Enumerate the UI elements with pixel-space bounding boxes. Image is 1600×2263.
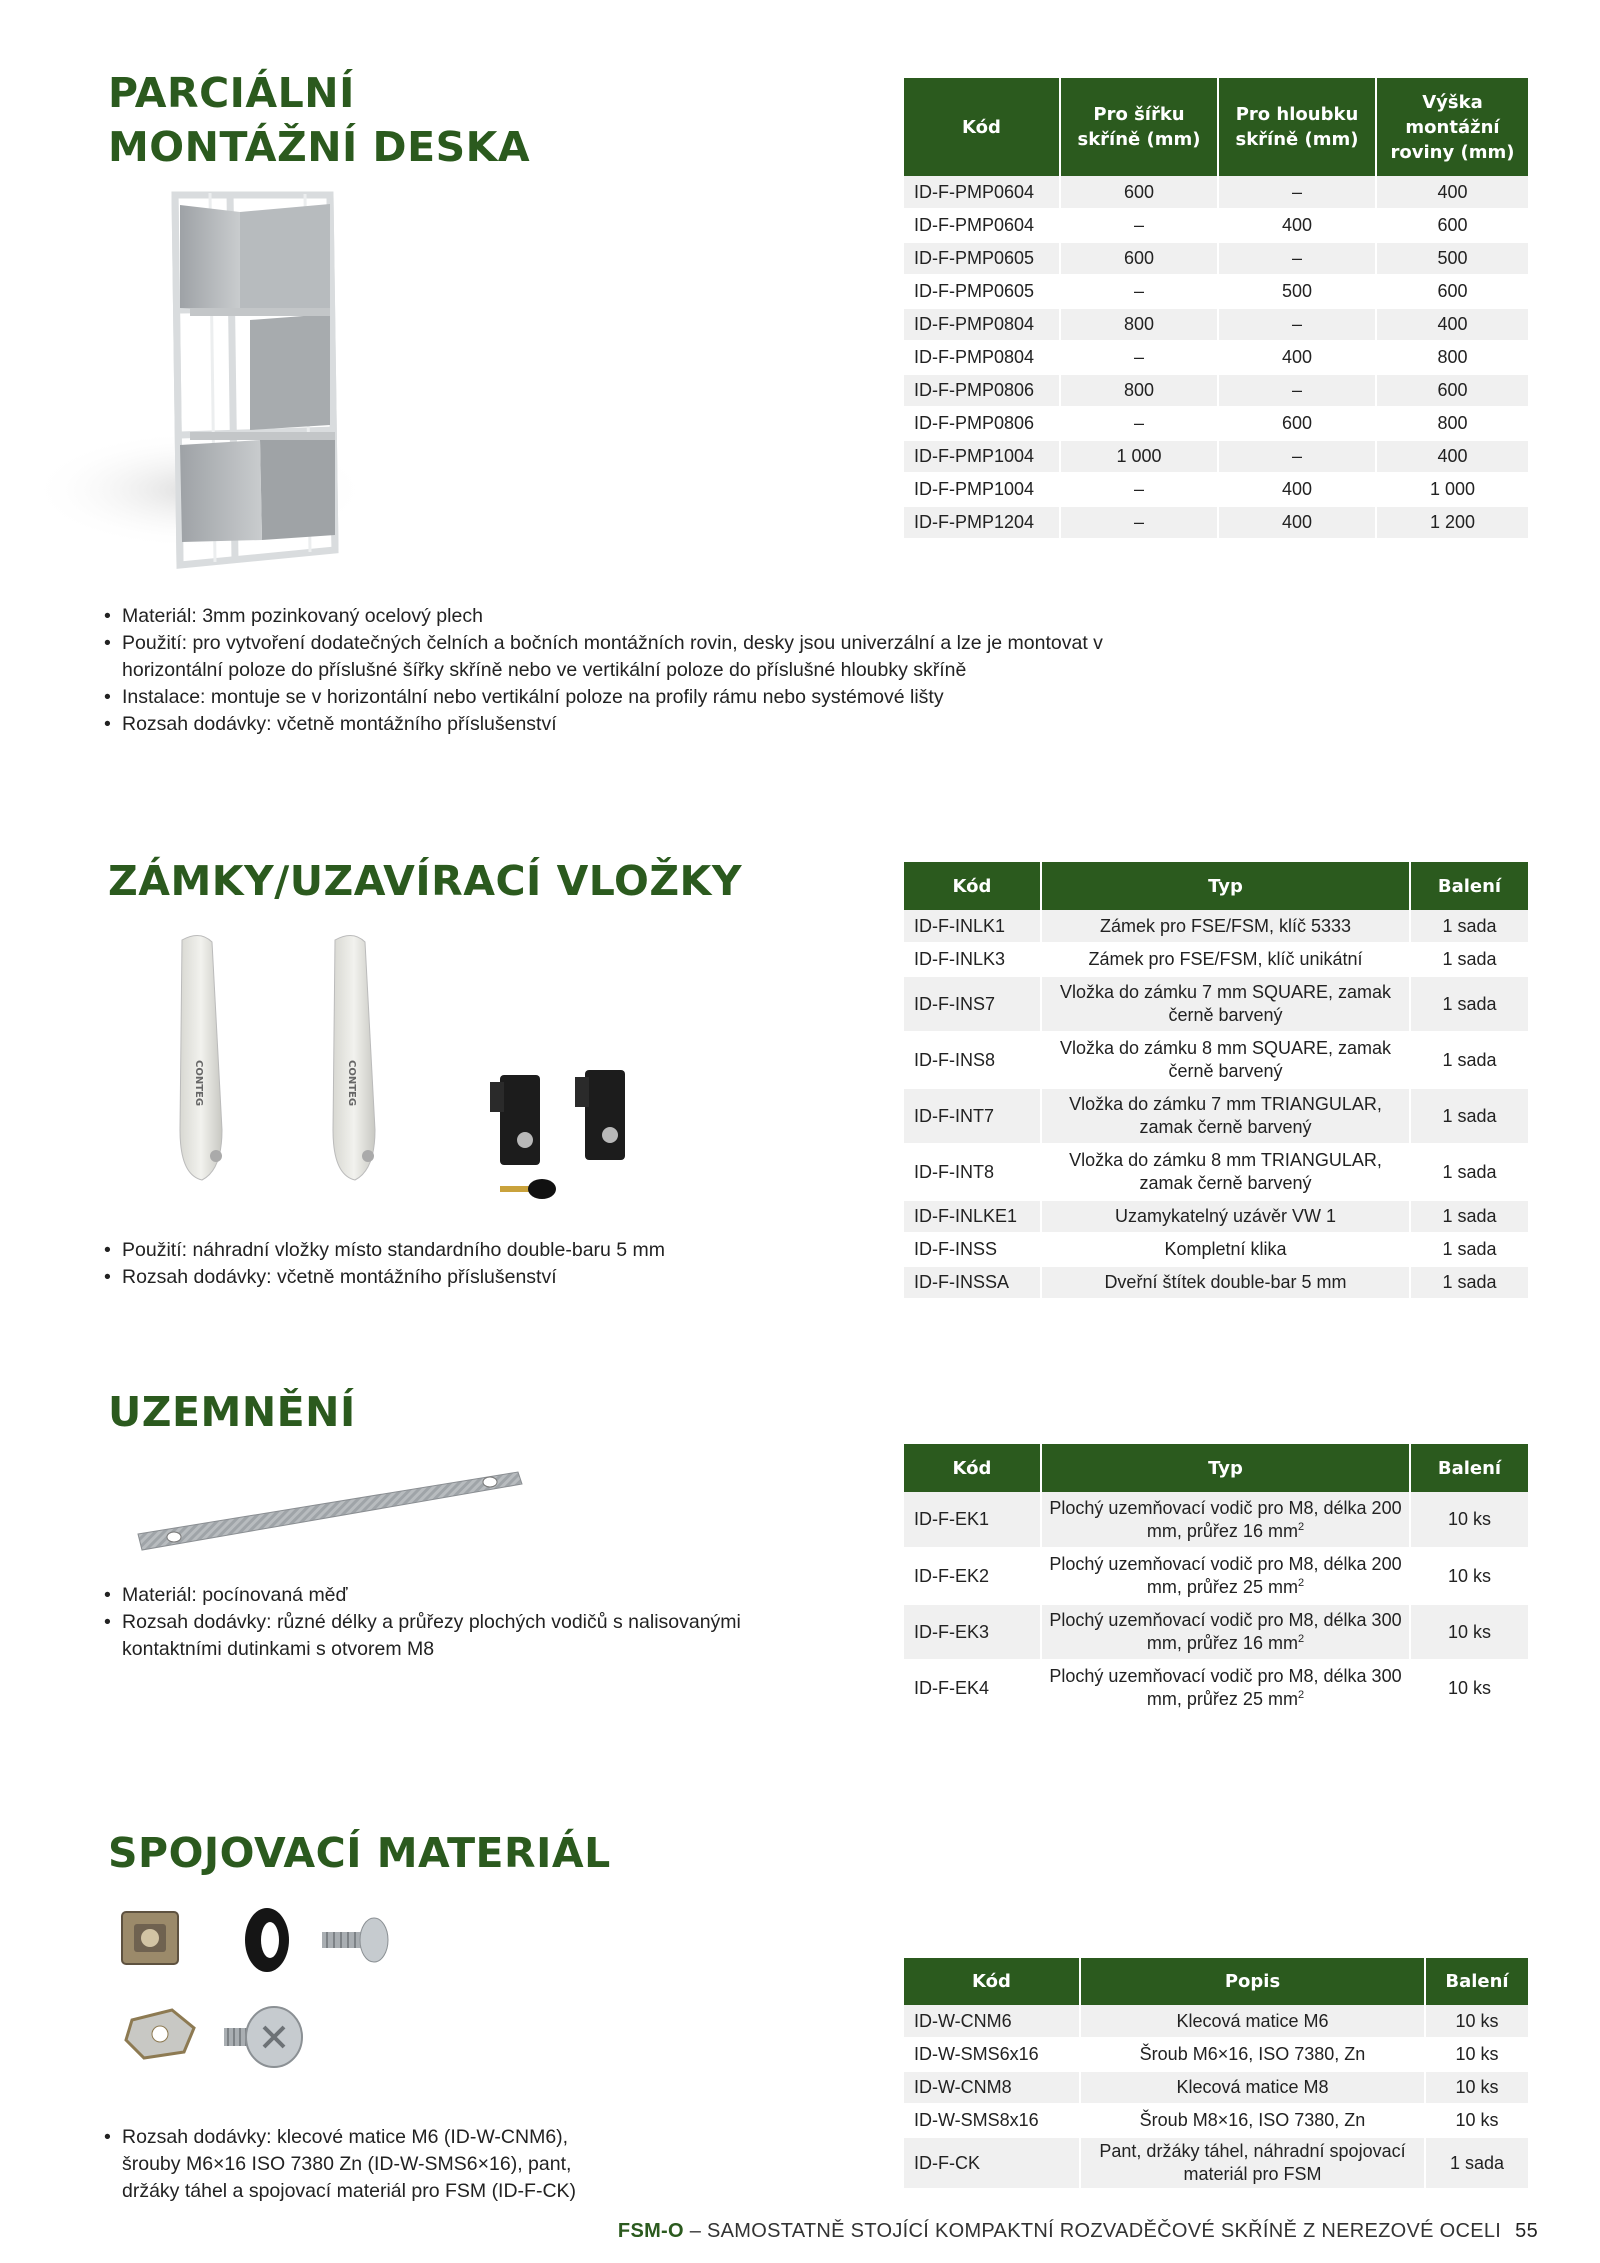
cell-text: ID-F-INS7 [914,993,995,1014]
cell-text: 400 [1281,347,1313,367]
table-cell [1376,341,1528,374]
cell-text: 500 [1437,248,1468,268]
table-row [904,1032,1528,1088]
table-row [904,2137,1528,2189]
cell-text: 800 [1123,380,1155,400]
table-cell [904,2005,1080,2038]
table-cell [1060,176,1218,209]
table-cell [904,308,1060,341]
list-item: • Instalace: montuje se v horizontální nebo vertikální poloze na profily rámu nebo systémové lišty [104,684,1124,711]
cell-text: 10 ks [1455,2044,1499,2064]
col-header-type: Typ [1041,862,1410,910]
cell-text: Vložka do zámku 8 mm SQUARE, zamak černě barvený [1059,1038,1392,1081]
table-cell [904,440,1060,473]
table-cell [1425,2071,1528,2104]
table-cell [1410,910,1528,943]
table-cell [904,1604,1041,1660]
table-cell [1041,943,1410,976]
cell-text: Uzamykatelný uzávěr VW 1 [1114,1206,1337,1226]
list-item: • Rozsah dodávky: včetně montážního příslušenství [104,711,1124,738]
table-cell [1425,2104,1528,2137]
cell-text: ID-F-INT8 [914,1161,994,1182]
cell-text: ID-F-PMP0804 [914,347,1035,367]
table-row [904,943,1528,976]
table-cell [1218,374,1376,407]
col-header-package: Balení [1410,862,1528,910]
table-row [904,1144,1528,1200]
cell-text: Zámek pro FSE/FSM, klíč 5333 [1099,915,1352,936]
cell-text: ID-F-PMP0605 [914,248,1035,268]
cell-text: ID-F-INSSA [914,1272,1010,1292]
section-title-fasteners: SPOJOVACÍ MATERIÁL [108,1829,611,1877]
cell-text: Zámek pro FSE/FSM, klíč unikátní [1088,949,1363,969]
col-header-description: Popis [1080,1958,1425,2005]
table-cell [904,1032,1041,1088]
cell-text: ID-F-PMP0804 [914,314,1035,334]
cell-text: Klecová matice M8 [1176,2077,1329,2097]
cell-text: Klecová matice M6 [1176,2010,1329,2031]
table-cell [1060,440,1218,473]
page-number: 55 [1515,2220,1538,2242]
table-row [904,374,1528,407]
table-cell [1218,473,1376,506]
list-item: • Rozsah dodávky: klecové matice M6 (ID-W-CNM6), šrouby M6×16 ISO 7380 Zn (ID-W-SMS6×16), pant, držáky táhel a spojovací materiál pro FSM (ID-F-CK) [104,2124,624,2205]
table-cell [1376,374,1528,407]
table-cell [1080,2005,1425,2038]
cell-text: – [1291,181,1302,202]
table-row [904,440,1528,473]
grounding-strap-image [130,1462,530,1562]
cell-text: ID-F-INT7 [914,1105,994,1126]
cell-text: ID-W-CNM8 [914,2077,1012,2097]
cell-text: 1 000 [1429,479,1476,499]
grounding-table [904,1444,1528,1717]
cell-text: 800 [1437,347,1468,367]
locks-features [104,1237,744,1291]
table-cell [904,176,1060,209]
cell-text: 600 [1437,281,1468,301]
cell-text: Plochý uzemňovací vodič pro M8, délka 300 mm, průřez 16 mm [1049,1610,1402,1653]
cell-text: 500 [1281,281,1313,301]
cell-text: ID-F-PMP0604 [914,181,1035,202]
table-cell [904,2071,1080,2104]
col-header-height: Výška montážní roviny (mm) [1376,78,1528,176]
cell-text: ID-F-EK2 [914,1565,990,1586]
table-cell [1041,1088,1410,1144]
table-row [904,1200,1528,1233]
cell-text: 10 ks [1447,1677,1492,1698]
table-cell [1218,407,1376,440]
cell-text: 400 [1437,181,1468,202]
table-cell [1041,1144,1410,1200]
cell-text: Šroub M6×16, ISO 7380, Zn [1139,2044,1366,2064]
table-cell [904,1660,1041,1716]
table-cell [904,976,1041,1032]
table-cell [904,341,1060,374]
cell-text: Kompletní klika [1164,1239,1287,1259]
cell-text: ID-F-EK3 [914,1621,990,1642]
table-cell [904,209,1060,242]
table-row [904,976,1528,1032]
cell-text: ID-F-PMP1004 [914,479,1035,499]
table-row [904,176,1528,209]
list-item: • Materiál: pocínovaná měď [104,1582,784,1609]
cell-text: Plochý uzemňovací vodič pro M8, délka 200 mm, průřez 16 mm [1049,1497,1402,1541]
cell-text: – [1133,512,1144,532]
table-row [904,2071,1528,2104]
table-cell [1080,2071,1425,2104]
table-cell [1218,308,1376,341]
col-header-width: Pro šířku skříně (mm) [1060,78,1218,176]
locks-table [904,862,1528,1300]
table-row [904,1660,1528,1716]
table-cell [1041,1266,1410,1299]
table-cell [1410,976,1528,1032]
cell-text: Plochý uzemňovací vodič pro M8, délka 200 mm, průřez 25 mm [1049,1554,1402,1597]
table-cell [1376,506,1528,539]
cell-text: 1 sada [1442,1239,1497,1259]
table-cell [1376,176,1528,209]
cell-text: ID-F-PMP0605 [914,281,1035,301]
table-cell [1376,275,1528,308]
cell-text: 10 ks [1455,2010,1499,2031]
cell-text: ID-W-CNM6 [914,2010,1012,2031]
cell-text: Vložka do zámku 7 mm TRIANGULAR, zamak černě barvený [1069,1094,1382,1137]
table-cell [1410,943,1528,976]
table-cell [1060,341,1218,374]
table-cell [1410,1032,1528,1088]
table-cell [904,407,1060,440]
table-cell [904,506,1060,539]
table-cell [1218,176,1376,209]
table-row [904,275,1528,308]
table-cell [1410,1604,1528,1660]
cell-text: ID-W-SMS6x16 [914,2044,1039,2064]
table-row [904,407,1528,440]
col-header-code: Kód [904,1444,1041,1492]
table-cell [1041,910,1410,943]
table-row [904,1088,1528,1144]
partial-plate-table [904,78,1528,540]
table-cell [904,2104,1080,2137]
table-row [904,242,1528,275]
list-item: • Materiál: 3mm pozinkovaný ocelový plech [104,603,1124,630]
table-row [904,473,1528,506]
cell-text: 1 sada [1442,1049,1497,1070]
cell-text: ID-F-INS8 [914,1049,995,1070]
cell-text: – [1133,413,1144,433]
table-cell [1080,2104,1425,2137]
table-cell [904,910,1041,943]
table-cell [1060,275,1218,308]
list-item: • Použití: pro vytvoření dodatečných čelních a bočních montážních rovin, desky jsou univerzální a lze je montovat v horizontální poloze do příslušné šířky skříně nebo ve vertikální poloze do příslušné hloubky skříně [104,630,1124,684]
col-header-code: Kód [904,862,1041,910]
cell-text: 10 ks [1455,2110,1499,2130]
unit-superscript: 2 [1297,1577,1305,1589]
table-cell [1041,1200,1410,1233]
cell-text: 1 000 [1116,446,1162,466]
list-item: • Rozsah dodávky: různé délky a průřezy plochých vodičů s nalisovanými kontaktními dutinkami s otvorem M8 [104,1609,784,1663]
cell-text: 10 ks [1447,1509,1492,1529]
table-cell [1376,242,1528,275]
table-cell [1410,1144,1528,1200]
cell-text: 600 [1437,380,1468,400]
grounding-features [104,1582,784,1663]
table-row [904,1233,1528,1266]
table-cell [904,1266,1041,1299]
list-item: • Použití: náhradní vložky místo standardního double-baru 5 mm [104,1237,744,1264]
cell-text: ID-F-INLK3 [914,949,1006,969]
table-cell [1060,242,1218,275]
table-cell [1041,1492,1410,1548]
table-cell [1080,2137,1425,2189]
table-cell [1218,440,1376,473]
footer-text: – SAMOSTATNĚ STOJÍCÍ KOMPAKTNÍ ROZVADĚČOVÉ SKŘÍNĚ Z NEREZOVÉ OCELI [683,2220,1502,2242]
table-cell [904,275,1060,308]
table-cell [904,374,1060,407]
table-cell [904,1492,1041,1548]
footer-brand: FSM-O [617,2220,684,2242]
cell-text: – [1291,380,1302,400]
table-cell [1410,1266,1528,1299]
cell-text: 10 ks [1447,1621,1492,1642]
table-cell [1376,407,1528,440]
table-cell [1060,407,1218,440]
table-cell [1041,1233,1410,1266]
table-cell [1410,1548,1528,1604]
table-cell [904,943,1041,976]
fasteners-table [904,1958,1528,2190]
table-cell [1041,1032,1410,1088]
cell-text: ID-F-INSS [914,1239,997,1259]
table-row [904,1266,1528,1299]
cell-text: 1 sada [1442,1161,1497,1182]
cell-text: 10 ks [1455,2077,1499,2097]
table-row [904,1604,1528,1660]
table-cell [904,2038,1080,2071]
col-header-package: Balení [1410,1444,1528,1492]
cell-text: 400 [1281,215,1313,235]
cell-text: ID-F-PMP0806 [914,380,1035,400]
table-row [904,2038,1528,2071]
fasteners-image [112,1900,422,2100]
list-item: • Rozsah dodávky: včetně montážního příslušenství [104,1264,744,1291]
cell-text: 600 [1123,248,1155,268]
cell-text: – [1291,314,1302,334]
page-footer [0,2220,1600,2243]
table-cell [1376,473,1528,506]
cell-text: Dveřní štítek double-bar 5 mm [1104,1272,1347,1292]
cell-text: – [1291,248,1302,268]
table-cell [1080,2038,1425,2071]
table-cell [1376,440,1528,473]
cell-text: 400 [1281,479,1313,499]
fasteners-features [104,2124,624,2205]
cell-text: 1 sada [1442,915,1497,936]
cell-text: ID-F-INLK1 [914,915,1006,936]
unit-superscript: 2 [1297,1633,1305,1645]
table-row [904,1548,1528,1604]
table-cell [1060,374,1218,407]
col-header-package: Balení [1425,1958,1528,2005]
cell-text: Plochý uzemňovací vodič pro M8, délka 300 mm, průřez 25 mm [1049,1666,1402,1709]
cell-text: Pant, držáky táhel, náhradní spojovací materiál pro FSM [1099,2141,1406,2184]
cell-text: 1 sada [1442,1105,1497,1126]
table-row [904,308,1528,341]
table-cell [1041,1604,1410,1660]
table-row [904,506,1528,539]
cell-text: – [1133,347,1144,367]
handle-brand-label-1: CONTEG [193,1060,204,1107]
cell-text: – [1133,479,1144,499]
cell-text: 1 sada [1442,1272,1497,1292]
table-cell [1376,308,1528,341]
table-row [904,1492,1528,1548]
cell-text: 400 [1437,314,1468,334]
cell-text: 10 ks [1447,1565,1492,1586]
table-cell [1060,209,1218,242]
table-cell [1218,209,1376,242]
table-cell [1410,1088,1528,1144]
cell-text: ID-W-SMS8x16 [914,2110,1039,2130]
cell-text: ID-F-PMP0604 [914,215,1035,235]
table-cell [1425,2005,1528,2038]
cell-text: 400 [1281,512,1313,532]
table-cell [1060,506,1218,539]
table-cell [904,473,1060,506]
cell-text: ID-F-INLKE1 [914,1206,1018,1226]
col-header-depth: Pro hloubku skříně (mm) [1218,78,1376,176]
table-cell [1041,1660,1410,1716]
table-cell [904,1088,1041,1144]
col-header-code: Kód [904,78,1060,176]
lock-handles-image [170,930,640,1220]
cell-text: 600 [1437,215,1468,235]
table-cell [1425,2038,1528,2071]
cell-text: 1 sada [1442,949,1497,969]
table-row [904,209,1528,242]
cell-text: – [1133,215,1144,235]
cell-text: Vložka do zámku 7 mm SQUARE, zamak černě barvený [1059,982,1392,1025]
cell-text: 600 [1123,181,1155,202]
cell-text: 800 [1437,413,1468,433]
table-cell [904,242,1060,275]
table-cell [1410,1233,1528,1266]
cell-text: ID-F-PMP1204 [914,512,1035,532]
table-cell [1041,1548,1410,1604]
table-row [904,341,1528,374]
table-cell [1425,2137,1528,2189]
unit-superscript: 2 [1297,1520,1305,1533]
unit-superscript: 2 [1297,1689,1305,1701]
table-cell [1060,308,1218,341]
section-title-partial-plate: PARCIÁLNÍ MONTÁŽNÍ DESKA [108,69,531,171]
cell-text: ID-F-PMP1004 [914,446,1035,466]
section-title-locks: ZÁMKY/UZAVÍRACÍ VLOŽKY [108,857,743,905]
table-cell [1410,1200,1528,1233]
cell-text: – [1291,446,1302,466]
cell-text: 1 200 [1429,512,1476,532]
table-cell [1218,242,1376,275]
table-row [904,2005,1528,2038]
col-header-type: Typ [1041,1444,1410,1492]
cell-text: ID-F-PMP0806 [914,413,1035,433]
table-cell [1218,506,1376,539]
table-cell [1060,473,1218,506]
cell-text: 600 [1281,413,1313,433]
table-row [904,910,1528,943]
table-cell [1218,341,1376,374]
table-cell [1410,1660,1528,1716]
table-cell [1041,976,1410,1032]
cell-text: 1 sada [1442,993,1497,1014]
cell-text: Vložka do zámku 8 mm TRIANGULAR, zamak černě barvený [1069,1150,1382,1193]
table-cell [904,1233,1041,1266]
cell-text: ID-F-EK1 [914,1509,990,1529]
cell-text: 800 [1123,314,1155,334]
cell-text: 1 sada [1442,1206,1497,1226]
table-cell [904,1200,1041,1233]
cell-text: – [1133,281,1144,301]
cell-text: 1 sada [1449,2152,1505,2173]
cell-text: ID-F-CK [914,2152,980,2173]
cell-text: ID-F-EK4 [914,1677,990,1698]
handle-brand-label-2: CONTEG [346,1060,357,1107]
table-cell [904,2137,1080,2189]
cell-text: Šroub M8×16, ISO 7380, Zn [1139,2110,1366,2130]
partial-plate-cabinet-image [30,190,400,570]
table-cell [1410,1492,1528,1548]
partial-plate-features [104,603,1124,738]
table-row [904,2104,1528,2137]
table-cell [1218,275,1376,308]
table-cell [1376,209,1528,242]
cell-text: 400 [1437,446,1468,466]
col-header-code: Kód [904,1958,1080,2005]
table-cell [904,1144,1041,1200]
table-cell [904,1548,1041,1604]
section-title-grounding: UZEMNĚNÍ [108,1388,356,1436]
